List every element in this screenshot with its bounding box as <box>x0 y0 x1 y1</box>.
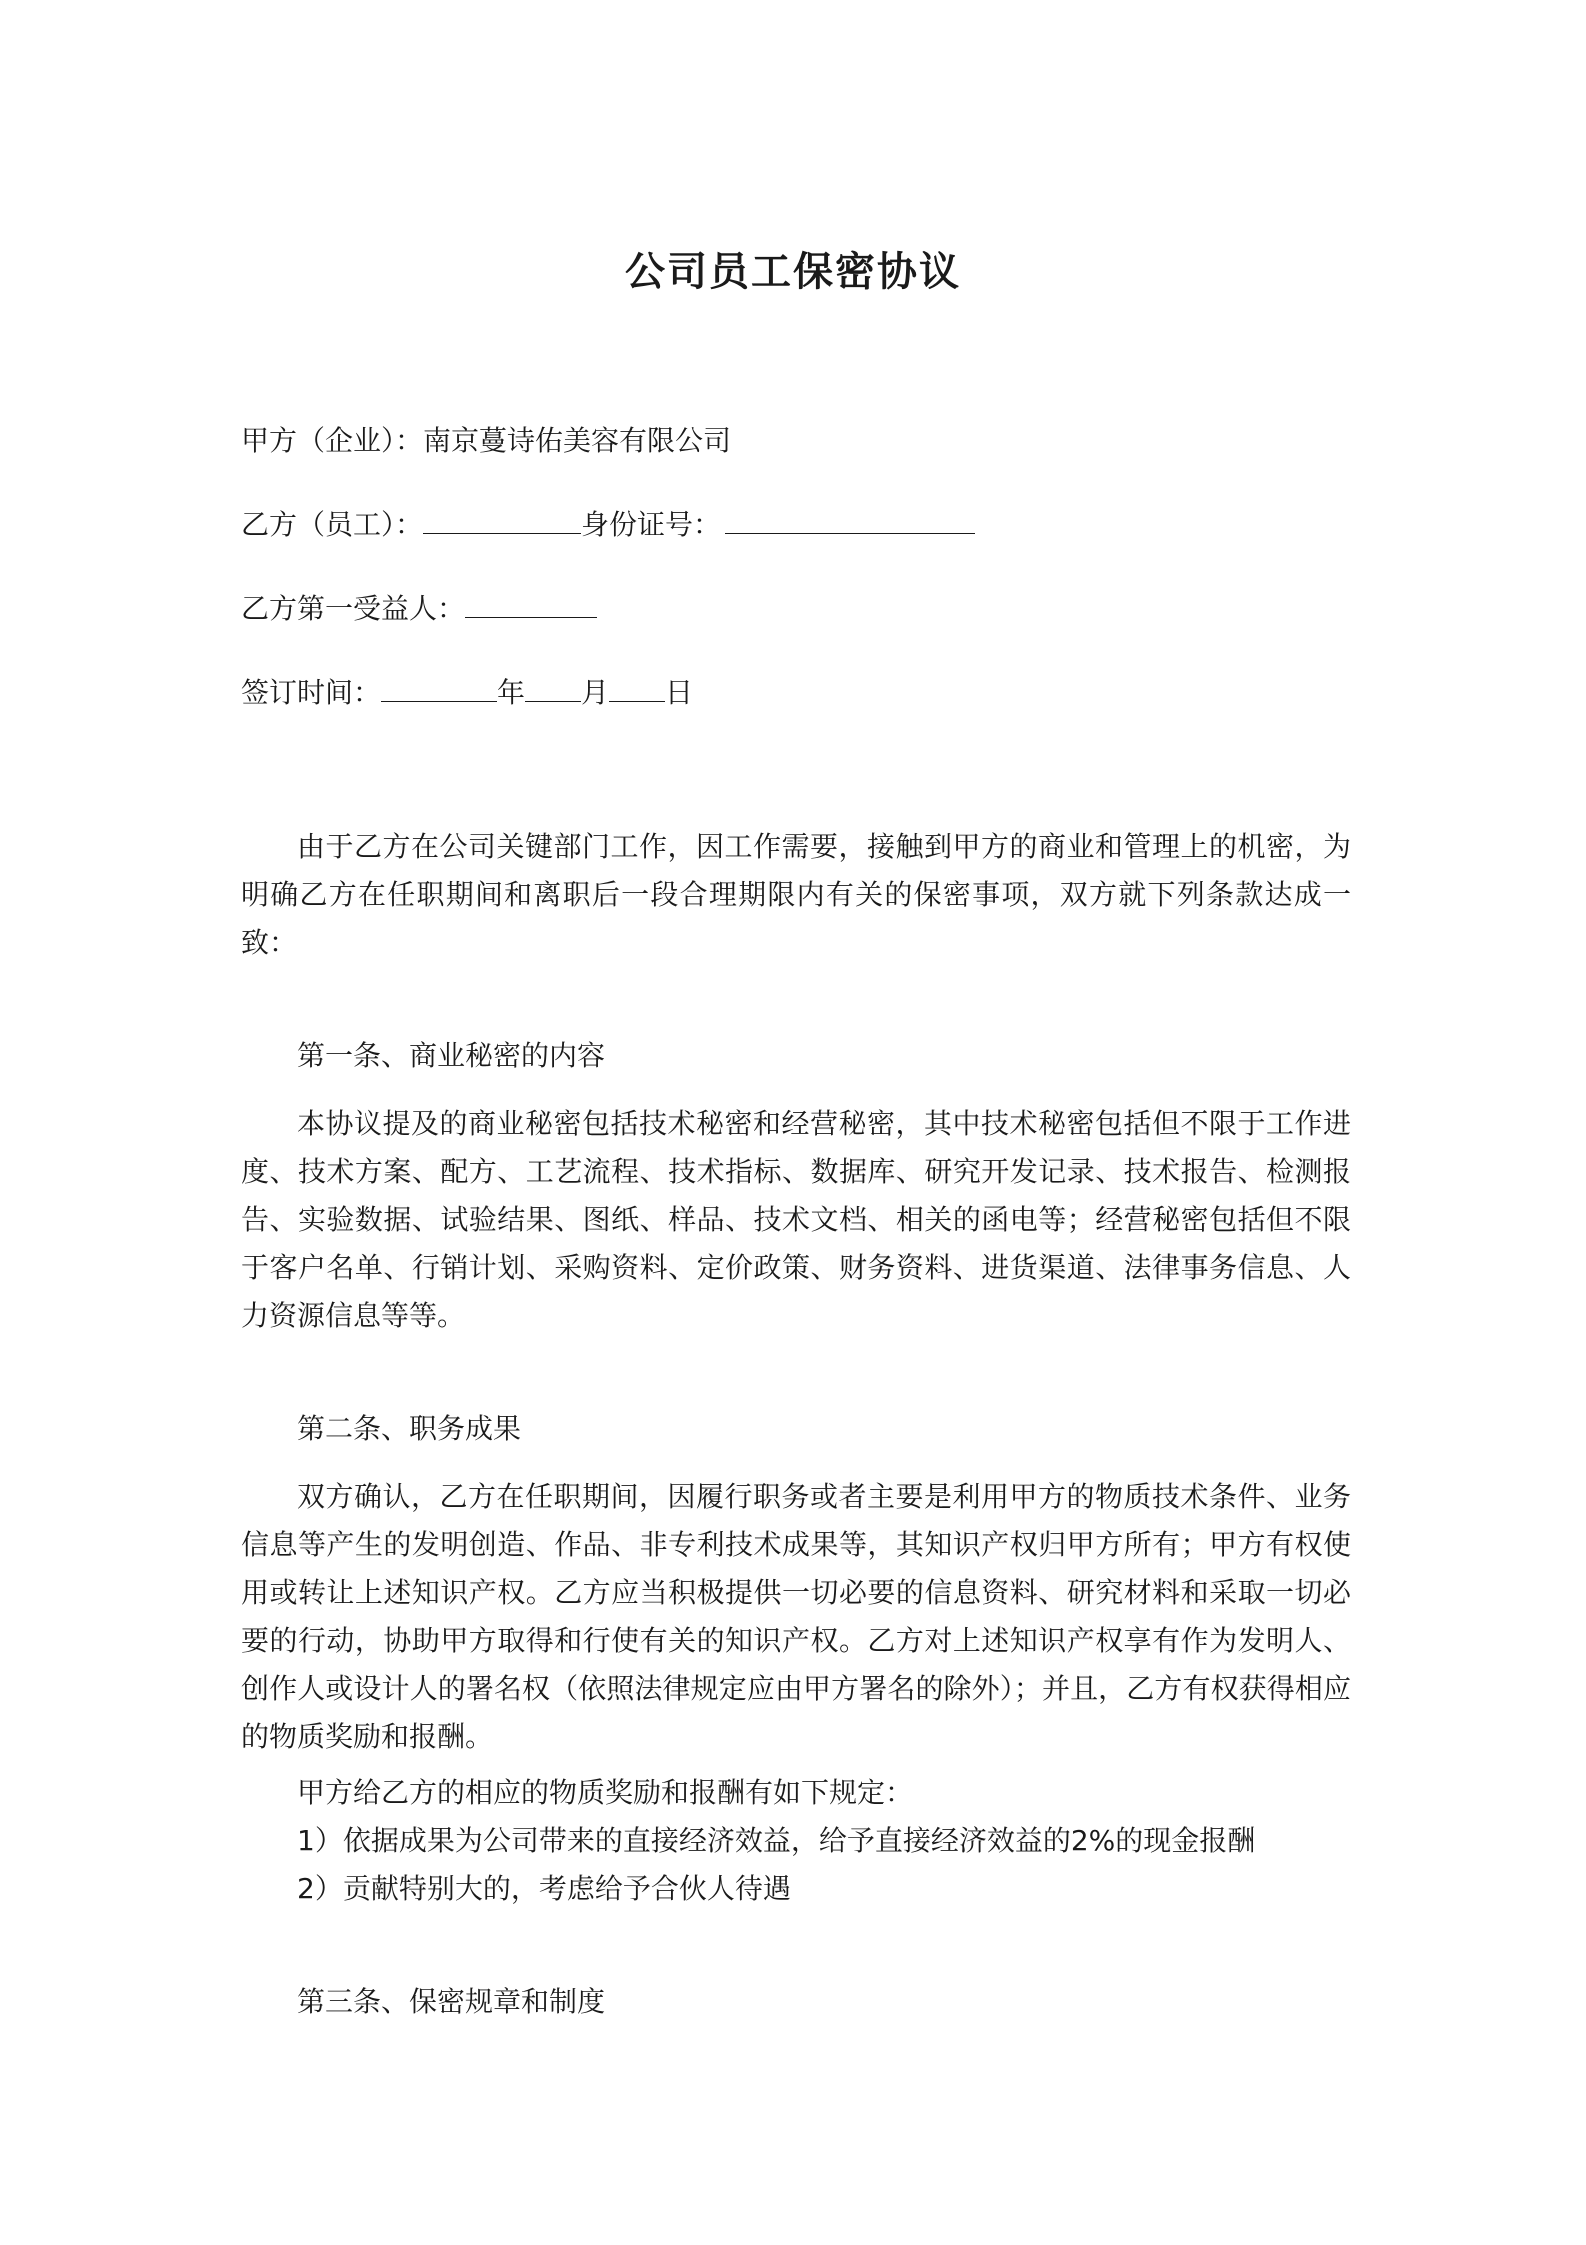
party-a-line <box>241 421 731 461</box>
day-blank <box>609 673 665 702</box>
article-1-body: 本协议提及的商业秘密包括技术秘密和经营秘密，其中技术秘密包括但不限于工作进度、技术方案、配方、工艺流程、技术指标、数据库、研究开发记录、技术报告、检测报告、实验数据、试验结果、图纸、样品、技术文档、相关的函电等；经营秘密包括但不限于客户名单、行销计划、采购资料、定价政策、财务资料、进货渠道、法律事务信息、人力资源信息等等。 <box>241 1107 1351 1332</box>
sign-date-label: 签订时间： <box>241 676 382 709</box>
month-label: 月 <box>581 676 610 709</box>
party-b-line <box>241 505 975 545</box>
intro-paragraph: 由于乙方在公司关键部门工作，因工作需要，接触到甲方的商业和管理上的机密，为明确乙方在任职期间和离职后一段合理期限内有关的保密事项，双方就下列条款达成一致： <box>241 830 1351 959</box>
party-b-name-blank <box>423 505 581 534</box>
party-b-label: 乙方（员工）： <box>241 508 424 541</box>
party-a-label: 甲方（企业）： <box>241 424 424 457</box>
article-2-heading: 第二条、职务成果 <box>297 1412 522 1445</box>
sign-date-line <box>241 673 693 713</box>
year-blank <box>381 673 497 702</box>
month-blank <box>525 673 581 702</box>
year-label: 年 <box>497 676 526 709</box>
article-3-heading: 第三条、保密规章和制度 <box>297 1985 606 2018</box>
document-title: 公司员工保密协议 <box>625 248 961 295</box>
article-2-reward-intro: 甲方给乙方的相应的物质奖励和报酬有如下规定： <box>297 1776 914 1809</box>
beneficiary-blank <box>465 589 597 618</box>
article-2-item-2: 2）贡献特别大的，考虑给予合伙人待遇 <box>297 1872 791 1905</box>
beneficiary-label: 乙方第一受益人： <box>241 592 466 625</box>
beneficiary-line <box>241 589 597 629</box>
article-2-item-1: 1）依据成果为公司带来的直接经济效益，给予直接经济效益的2%的现金报酬 <box>297 1824 1256 1857</box>
day-label: 日 <box>665 676 694 709</box>
article-1-heading: 第一条、商业秘密的内容 <box>297 1039 606 1072</box>
article-2-body: 双方确认，乙方在任职期间，因履行职务或者主要是利用甲方的物质技术条件、业务信息等产生的发明创造、作品、非专利技术成果等，其知识产权归甲方所有；甲方有权使用或转让上述知识产权。乙方应当积极提供一切必要的信息资料、研究材料和采取一切必要的行动，协助甲方取得和行使有关的知识产权。乙方对上述知识产权享有作为发明人、创作人或设计人的署名权（依照法律规定应由甲方署名的除外）；并且，乙方有权获得相应的物质奖励和报酬。 <box>241 1480 1351 1753</box>
id-number-blank <box>725 505 975 534</box>
id-number-label: 身份证号： <box>581 508 722 541</box>
party-a-value: 南京蔓诗佑美容有限公司 <box>423 424 732 457</box>
